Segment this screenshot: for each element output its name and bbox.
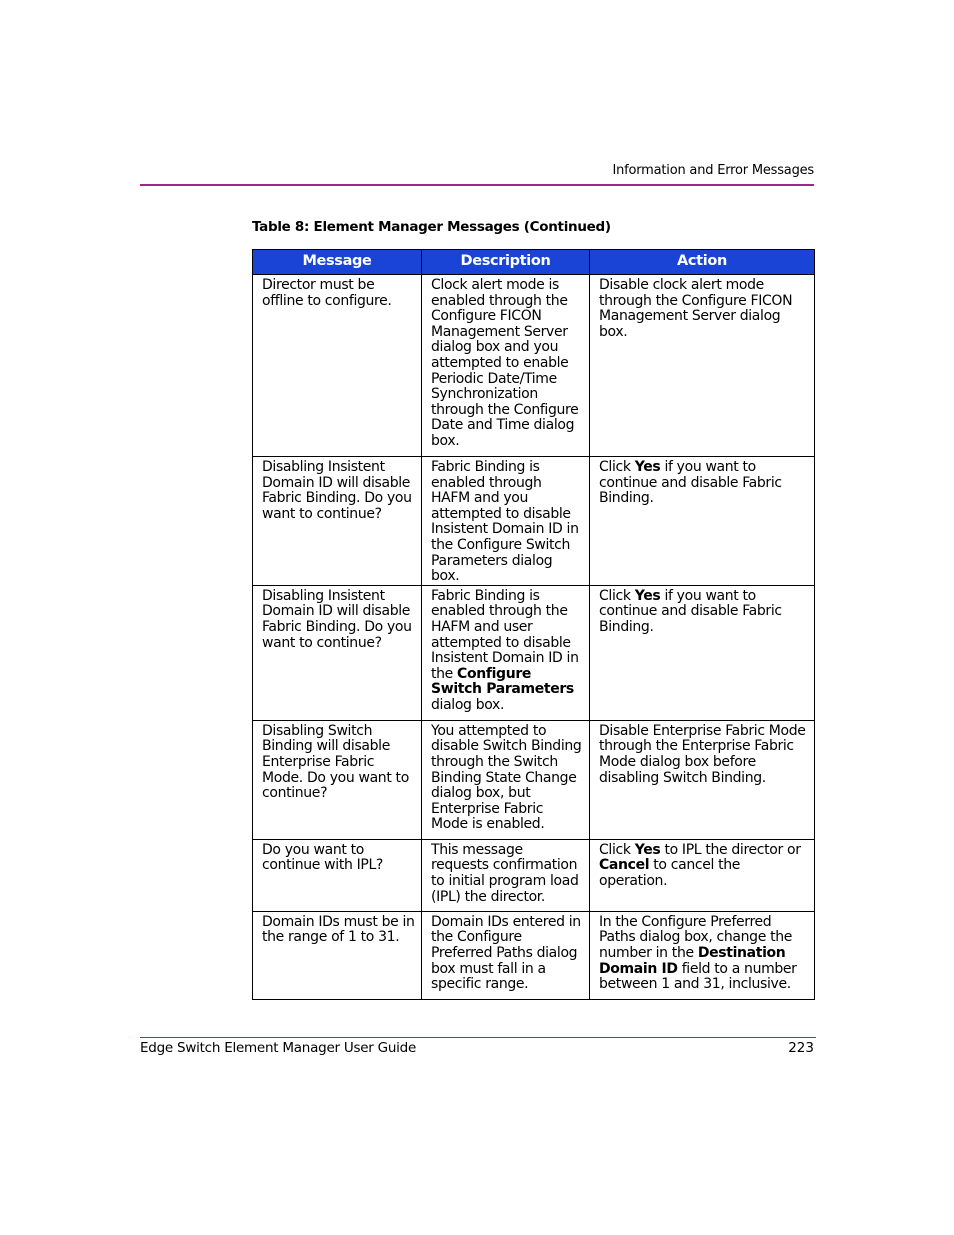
table-row — [253, 720, 815, 839]
field-name: Destination Domain ID — [599, 944, 786, 977]
action-text: Click — [599, 587, 635, 604]
messages-table — [252, 249, 815, 1000]
action-text: Click — [599, 841, 635, 858]
action-cell: Disable Enterprise Fabric Mode through the Enterprise Fabric Mode dialog box before disabling Switch Binding. — [590, 720, 815, 839]
action-cell — [590, 839, 815, 911]
table-row — [253, 585, 815, 720]
yes-label: Yes — [634, 459, 661, 475]
page-number: 223 — [788, 1040, 814, 1056]
action-cell — [590, 457, 815, 586]
action-text: In the Configure Preferred Paths dialog box, change the number in the — [599, 913, 793, 961]
action-text: to cancel the operation. — [599, 857, 741, 889]
yes-label: Yes — [634, 587, 661, 604]
cancel-label: Cancel — [599, 857, 650, 874]
message-cell: Domain IDs must be in the range of 1 to 31. — [253, 911, 422, 999]
message-cell: Disabling Insistent Domain ID will disable Fabric Binding. Do you want to continue? — [253, 457, 422, 586]
description-cell: You attempted to disable Switch Binding through the Switch Binding State Change dialog box, but Enterprise Fabric Mode is enabled. — [422, 720, 590, 839]
column-header-message: Message — [253, 250, 422, 275]
description-cell: Fabric Binding is enabled through HAFM and you attempted to disable Insistent Domain ID in the Configure Switch Parameters dialog box. — [422, 457, 590, 586]
column-header-description: Description — [422, 250, 590, 275]
column-header-action: Action — [590, 250, 815, 275]
message-cell: Disabling Insistent Domain ID will disable Fabric Binding. Do you want to continue? — [253, 585, 422, 720]
table-row — [253, 275, 815, 457]
guide-title: Edge Switch Element Manager User Guide — [140, 1040, 417, 1056]
header-rule — [140, 184, 814, 186]
table-row — [253, 839, 815, 911]
dialog-name: Configure Switch Parameters — [431, 665, 574, 698]
message-cell: Director must be offline to configure. — [253, 275, 422, 457]
description-cell: This message requests confirmation to initial program load (IPL) the director. — [422, 839, 590, 911]
action-text: if you want to continue and disable Fabric Binding. — [599, 587, 782, 635]
action-text: field to a number between 1 and 31, inclusive. — [599, 960, 797, 993]
action-cell — [590, 585, 815, 720]
action-text: if you want to continue and disable Fabric Binding. — [599, 459, 782, 507]
footer-rule — [140, 1037, 816, 1038]
description-cell — [422, 585, 590, 720]
description-cell: Domain IDs entered in the Configure Preferred Paths dialog box must fall in a specific range. — [422, 911, 590, 999]
action-cell: Disable clock alert mode through the Configure FICON Management Server dialog box. — [590, 275, 815, 457]
action-text: Click — [599, 459, 635, 475]
table-caption: Table 8: Element Manager Messages (Continued) — [252, 219, 611, 235]
table-row — [253, 911, 815, 999]
table-header-row — [253, 250, 815, 275]
message-cell: Disabling Switch Binding will disable Enterprise Fabric Mode. Do you want to continue? — [253, 720, 422, 839]
description-text: Fabric Binding is enabled through the HAFM and user attempted to disable Insistent Domain ID in the — [431, 587, 579, 682]
message-cell: Do you want to continue with IPL? — [253, 839, 422, 911]
action-cell — [590, 911, 815, 999]
yes-label: Yes — [634, 841, 661, 858]
description-cell: Clock alert mode is enabled through the Configure FICON Management Server dialog box and you attempted to enable Periodic Date/Time Synchronization through the Configure Date and Time dialog box. — [422, 275, 590, 457]
description-text: dialog box. — [431, 696, 505, 713]
table-row — [253, 457, 815, 586]
action-text: to IPL the director or — [660, 841, 801, 858]
running-header: Information and Error Messages — [612, 163, 814, 178]
